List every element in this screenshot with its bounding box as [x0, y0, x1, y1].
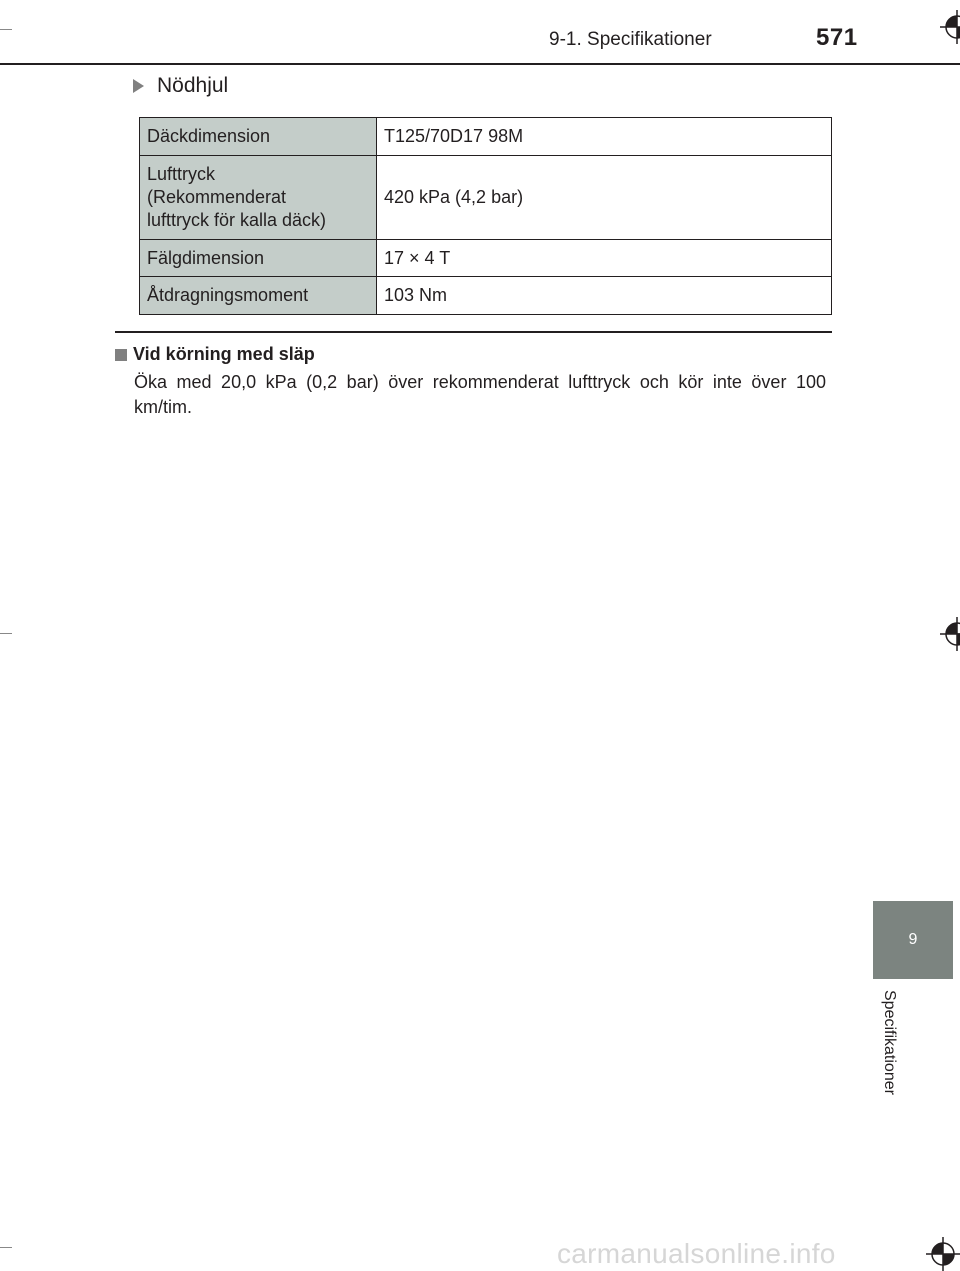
registration-mark-icon	[926, 1237, 960, 1271]
table-cell-value: 103 Nm	[377, 277, 832, 315]
chapter-number: 9	[908, 931, 918, 948]
note-body: Öka med 20,0 kPa (0,2 bar) över rekommenderat lufttryck och kör inte över 100 km/tim.	[134, 372, 826, 417]
table-row	[140, 156, 832, 240]
registration-mark-icon	[940, 617, 960, 651]
square-bullet-icon	[115, 349, 127, 361]
table-cell-label: Fälgdimension	[140, 240, 377, 277]
note-title: Vid körning med släp	[133, 344, 315, 364]
spec-table	[139, 117, 832, 315]
page-number: 571	[816, 24, 858, 51]
table-cell-label: Lufttryck (Rekommenderat lufttryck för kalla däck)	[140, 156, 377, 240]
chapter-label	[878, 990, 902, 1120]
triangle-bullet-icon	[133, 79, 144, 93]
table-row	[140, 277, 832, 315]
crop-mark	[0, 29, 12, 30]
chapter-label-text: Specifikationer	[881, 990, 898, 1095]
table-cell-value: T125/70D17 98M	[377, 118, 832, 156]
chapter-tab[interactable]	[873, 901, 953, 979]
table-row	[140, 118, 832, 156]
table-cell-label: Däckdimension	[140, 118, 377, 156]
watermark: carmanualsonline.info	[557, 1238, 836, 1269]
table-cell-value: 420 kPa (4,2 bar)	[377, 156, 832, 240]
note-rule	[115, 331, 832, 333]
subsection-title: Nödhjul	[157, 74, 229, 97]
crop-mark	[0, 1247, 12, 1248]
table-cell-value: 17 × 4 T	[377, 240, 832, 277]
header-rule	[0, 63, 960, 65]
note-heading	[115, 344, 315, 365]
table-cell-label: Åtdragningsmoment	[140, 277, 377, 315]
subsection-heading	[133, 74, 228, 98]
header-section-title: 9-1. Specifikationer	[549, 29, 712, 50]
table-row	[140, 240, 832, 277]
registration-mark-icon	[940, 10, 960, 44]
crop-mark	[0, 633, 12, 634]
